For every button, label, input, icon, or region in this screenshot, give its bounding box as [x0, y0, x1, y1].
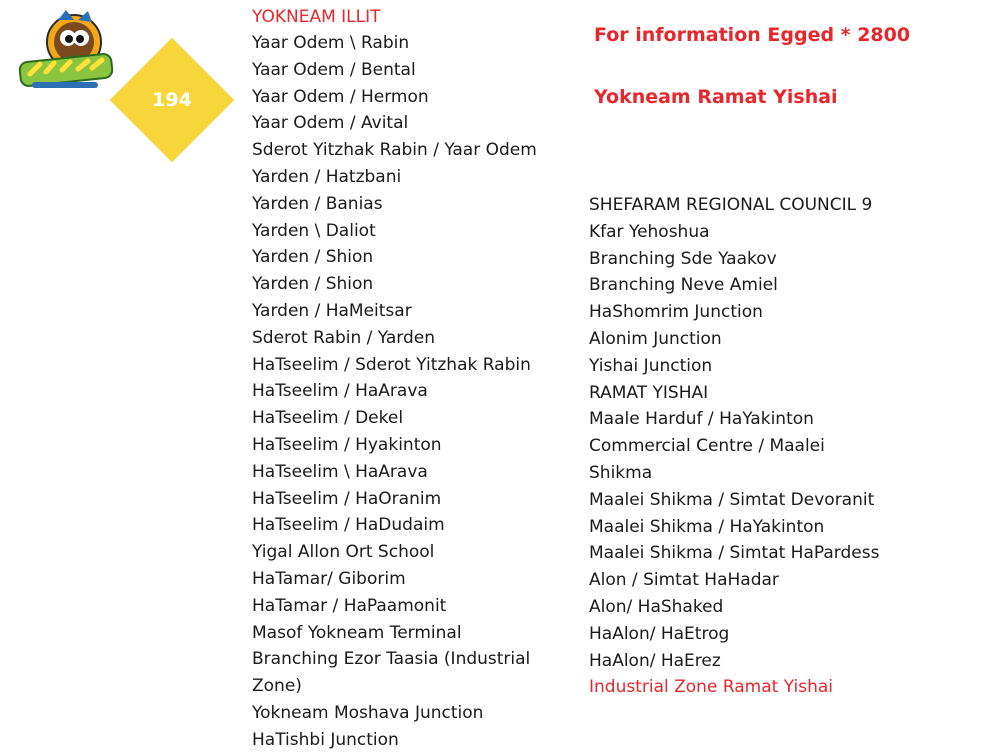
stop-item: Yishai Junction — [589, 355, 713, 376]
stop-item: Yaar Odem / Hermon — [252, 86, 429, 107]
stop-item: Masof Yokneam Terminal — [252, 622, 462, 643]
stop-item: Yarden / Shion — [252, 274, 374, 295]
stop-item: SHEFARAM REGIONAL COUNCIL 9 — [589, 195, 873, 215]
stop-item: RAMAT YISHAI — [589, 382, 709, 403]
stop-item: Branching Sde Yaakov — [589, 248, 777, 269]
stop-item: Zone) — [252, 676, 302, 697]
stop-item: HaShomrim Junction — [589, 302, 763, 323]
destination-heading: Yokneam Ramat Yishai — [594, 86, 838, 108]
stop-item: HaTseelim / Dekel — [252, 408, 404, 429]
right-stop-list — [589, 192, 919, 701]
stop-item: HaTseelim / HaDudaim — [252, 515, 445, 536]
stop-item: Alon/ HaShaked — [589, 596, 724, 617]
stop-item: HaTamar / HaPaamonit — [252, 595, 447, 616]
stop-item: HaTseelim / HaOranim — [252, 488, 442, 509]
stop-item: Branching Ezor Taasia (Industrial — [252, 649, 531, 670]
route-number: 194 — [152, 89, 192, 111]
stop-item: Yaar Odem \ Rabin — [252, 33, 410, 53]
stop-item: Yaar Odem / Avital — [252, 113, 409, 134]
stop-item: Yaar Odem / Bental — [252, 59, 416, 80]
stop-item: Branching Neve Amiel — [589, 275, 778, 296]
route-badge — [110, 38, 234, 162]
stop-item: Yarden / Banias — [252, 193, 383, 214]
stop-item: Yarden \ Daliot — [252, 220, 376, 241]
stop-item: Yokneam Moshava Junction — [252, 702, 484, 723]
stop-item-final: Industrial Zone Ramat Yishai — [589, 677, 833, 698]
stop-item: HaTamar/ Giborim — [252, 568, 406, 589]
stop-item: Yarden / Shion — [252, 247, 374, 268]
stop-item: HaAlon/ HaErez — [589, 650, 721, 671]
stop-item: Maalei Shikma / Simtat Devoranit — [589, 489, 875, 510]
stop-item: Alon / Simtat HaHadar — [589, 570, 779, 591]
left-stop-list — [252, 4, 572, 754]
stop-item: Alonim Junction — [589, 328, 722, 349]
stop-item: Yigal Allon Ort School — [252, 542, 435, 563]
info-heading: For information Egged * 2800 — [594, 24, 911, 46]
stop-item: Kfar Yehoshua — [589, 221, 710, 242]
stop-item: Maalei Shikma / HaYakinton — [589, 516, 825, 537]
stop-item: HaTseelim / Hyakinton — [252, 434, 442, 455]
stop-item: Yarden / HaMeitsar — [252, 300, 412, 321]
stop-item: Maalei Shikma / Simtat HaPardess — [589, 543, 880, 564]
stop-item: HaTishbi Junction — [252, 729, 399, 750]
stop-item: Yarden / Hatzbani — [252, 166, 402, 187]
stop-item: HaAlon/ HaEtrog — [589, 623, 730, 644]
stop-item: HaTseelim / Sderot Yitzhak Rabin — [252, 354, 531, 375]
stop-item: Sderot Rabin / Yarden — [252, 327, 435, 348]
stop-item: Commercial Centre / Maalei — [589, 436, 825, 457]
stop-item: Maale Harduf / HaYakinton — [589, 409, 814, 430]
stop-item: HaTseelim / HaArava — [252, 381, 428, 402]
stop-item: HaTseelim \ HaArava — [252, 461, 428, 482]
stop-item: Sderot Yitzhak Rabin / Yaar Odem — [252, 140, 537, 161]
city-heading: YOKNEAM ILLIT — [252, 7, 381, 27]
stop-item: Shikma — [589, 462, 653, 483]
cartoon-bus-logo-icon — [18, 8, 114, 94]
